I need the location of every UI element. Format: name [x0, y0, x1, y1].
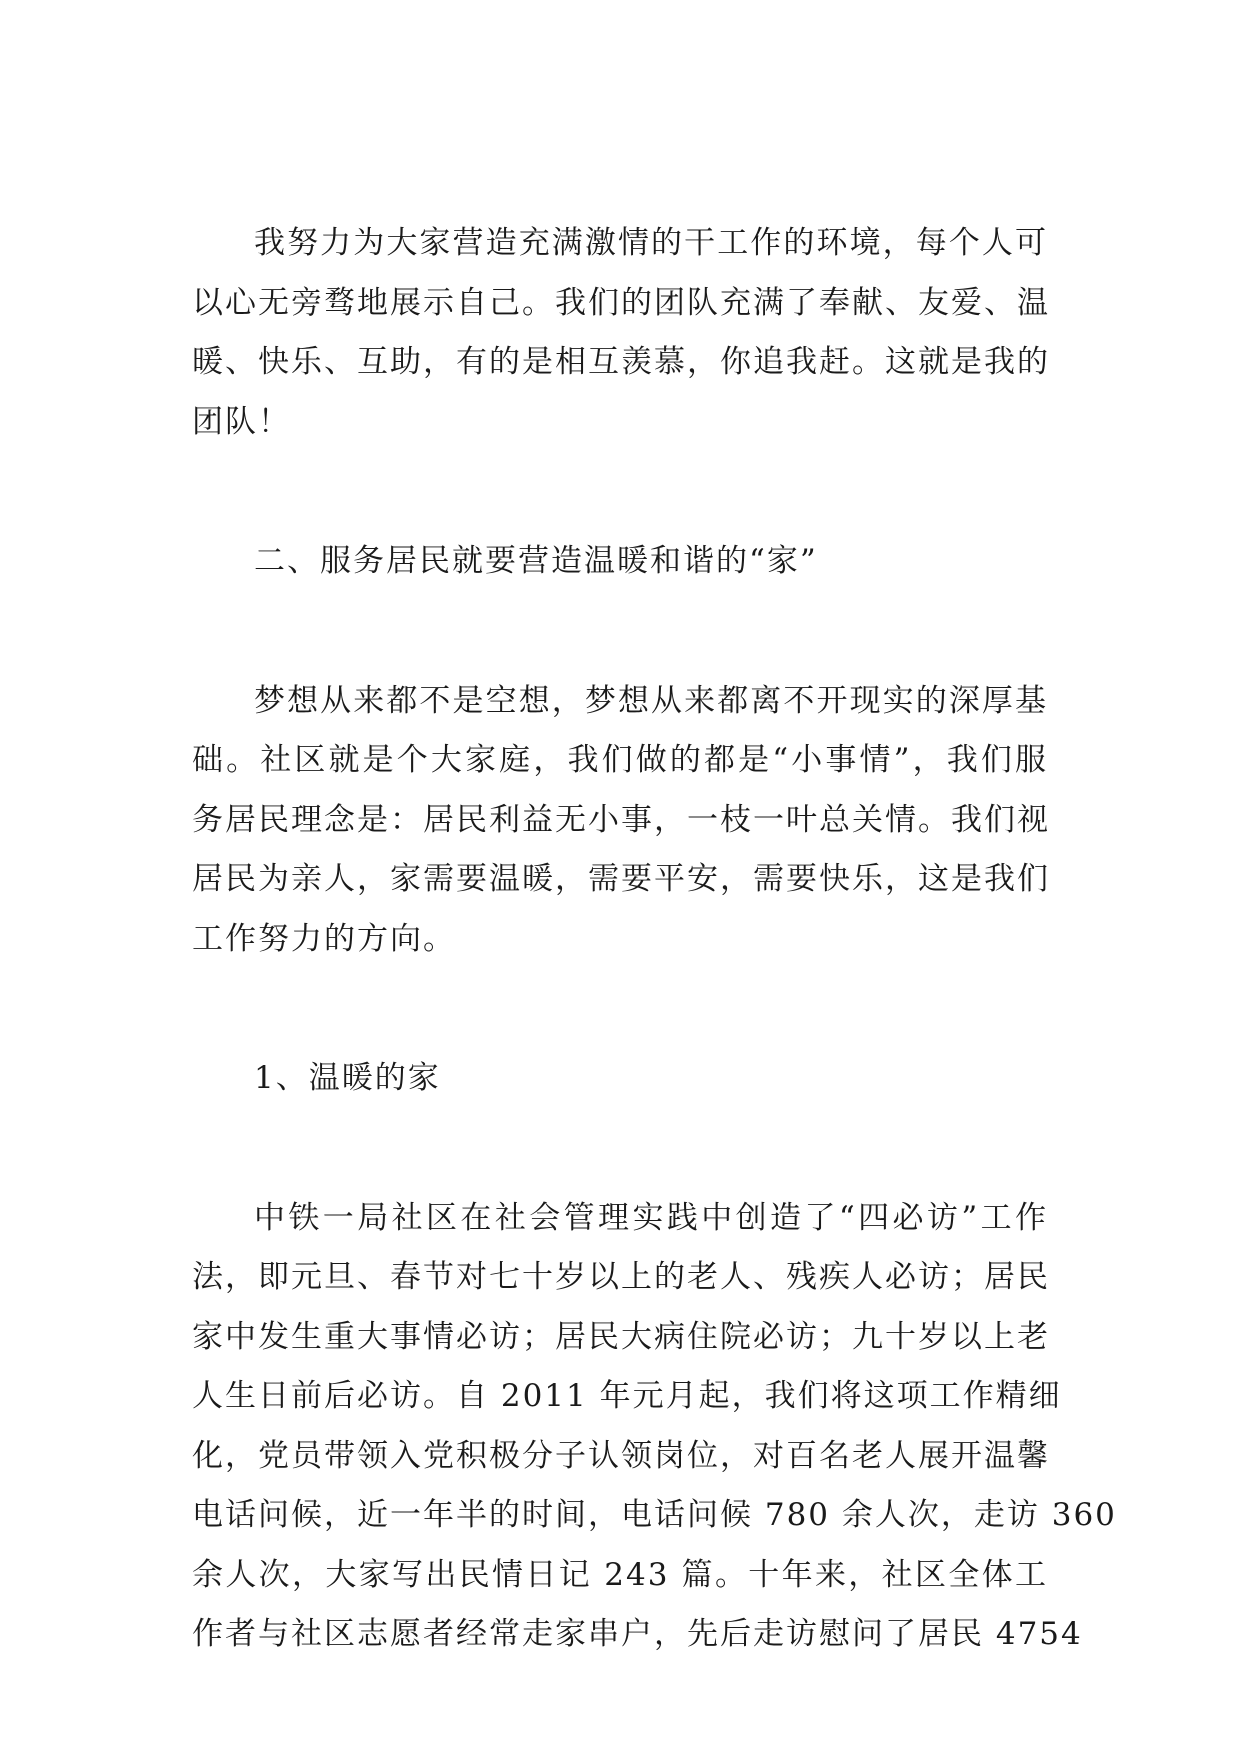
- paragraph-line: 作者与社区志愿者经常走家串户，先后走访慰问了居民 4754: [192, 1616, 1083, 1652]
- paragraph-line: 居民为亲人，家需要温暖，需要平安，需要快乐，这是我们: [192, 861, 1050, 897]
- spacer: [192, 452, 1048, 532]
- paragraph-line: 中铁一局社区在社会管理实践中创造了“四必访”工作: [254, 1199, 1048, 1236]
- paragraph-line: 务居民理念是：居民利益无小事，一枝一叶总关情。我们视: [192, 801, 1050, 838]
- paragraph-line: 以心无旁骛地展示自己。我们的团队充满了奉献、友爱、温: [192, 284, 1050, 321]
- paragraph-line: 家中发生重大事情必访；居民大病住院必访；九十岁以上老: [192, 1318, 1050, 1355]
- paragraph-line: 梦想从来都不是空想，梦想从来都离不开现实的深厚基: [254, 682, 1048, 719]
- paragraph-line: 础。社区就是个大家庭，我们做的都是“小事情”，我们服: [192, 742, 1048, 778]
- paragraph-line: 人生日前后必访。自 2011 年元月起，我们将这项工作精细: [192, 1378, 1062, 1414]
- spacer: [192, 1109, 1048, 1189]
- spacer: [192, 969, 1048, 1049]
- paragraph: [192, 672, 1048, 970]
- paragraph-line: 工作努力的方向。: [192, 920, 456, 957]
- paragraph: [192, 1189, 1117, 1665]
- paragraph-line: 法，即元旦、春节对七十岁以上的老人、残疾人必访；居民: [192, 1259, 1050, 1295]
- subsection-heading-text: 1、温暖的家: [254, 1060, 441, 1096]
- spacer: [192, 592, 1048, 672]
- paragraph-line: 化，党员带领入党积极分子认领岗位，对百名老人展开温馨: [192, 1437, 1050, 1474]
- paragraph: [192, 214, 1048, 452]
- paragraph-line: 我努力为大家营造充满激情的干工作的环境，每个人可: [254, 225, 1048, 261]
- section-heading: [192, 532, 1048, 592]
- paragraph-line: 暖、快乐、互助，有的是相互羡慕，你追我赶。这就是我的: [192, 344, 1050, 380]
- subsection-heading: [192, 1049, 1048, 1109]
- paragraph-line: 电话问候，近一年半的时间，电话问候 780 余人次，走访 360: [192, 1497, 1117, 1533]
- paragraph-line: 团队！: [192, 403, 291, 440]
- document-body: [192, 214, 1117, 1665]
- paragraph-line: 余人次，大家写出民情日记 243 篇。十年来，社区全体工: [192, 1556, 1048, 1593]
- section-heading-text: 二、服务居民就要营造温暖和谐的“家”: [254, 543, 818, 579]
